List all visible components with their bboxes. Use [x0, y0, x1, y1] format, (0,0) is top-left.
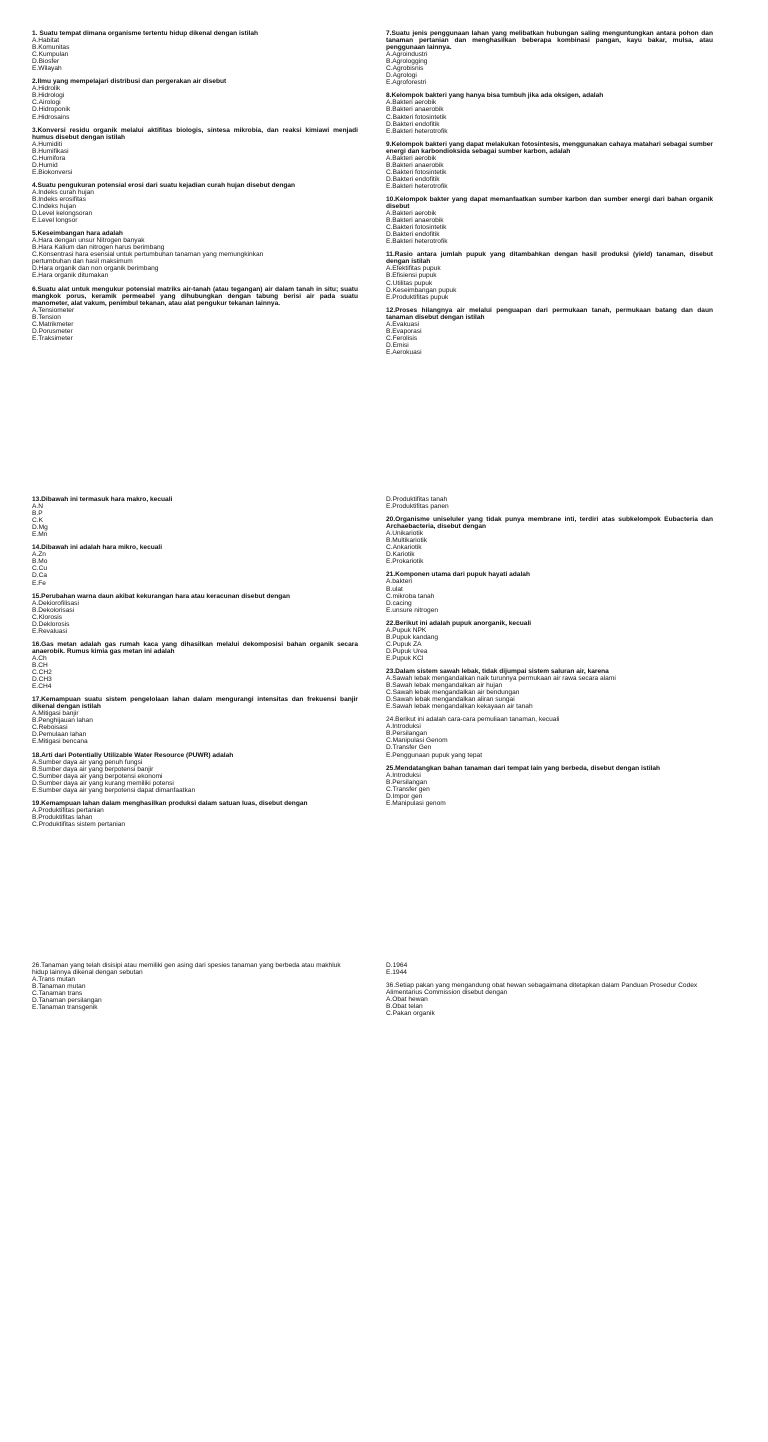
answer-option: C.Agrobisnis [386, 65, 424, 73]
answer-option: B.Indeks erosifitas [32, 195, 86, 203]
question-block [32, 752, 358, 794]
answer-option: B.Evaporasi [386, 327, 422, 335]
answer-option: B.Bakteri anaerobik [386, 161, 444, 169]
answer-option: A.Bakteri aerobik [386, 154, 437, 162]
answer-option: B.Persilangan [386, 778, 428, 786]
answer-option: A.Bakteri aerobik [386, 210, 437, 218]
continued-options [386, 962, 713, 976]
answer-option: B.Hidrologi [32, 92, 65, 100]
question-block [32, 641, 358, 690]
answer-option: D.Hidroponik [32, 106, 71, 114]
answer-option: A.Agroindustri [386, 51, 428, 59]
answer-option: C.Ferolisis [386, 334, 418, 342]
answer-option: C.Kumpulan [32, 51, 69, 59]
answer-option: pertumbuhan dan hasil maksimum [32, 258, 133, 266]
question-block [32, 78, 358, 120]
answer-option: C.Bakteri fotosintetik [386, 168, 447, 176]
question-block [386, 765, 713, 807]
question-text: 16.Gas metan adalah gas rumah kaca yang dihasilkan melalui dekomposisi bahan organik secara anaerobik. Rumus kimia gas metan ini adalah [32, 640, 358, 655]
question-text: 4.Suatu pengukuran potensial erosi dari suatu kejadian curah hujan disebut dengan [32, 181, 296, 189]
answer-option: E.Wilayah [32, 65, 62, 73]
answer-option: E.Prokariotik [386, 558, 424, 566]
question-text: 1. Suatu tempat dimana organisme tertentu hidup dikenal dengan istilah [32, 30, 259, 37]
answer-option: B.Dekolorisasi [32, 606, 75, 614]
answer-option: B.Hara Kalium dan nitrogen harus berimbang [32, 244, 165, 252]
answer-option: D.Transfer Gen [386, 744, 432, 752]
answer-option: C.Ankariotik [386, 544, 422, 552]
answer-option: C.Utilitas pupuk [386, 279, 433, 287]
question-text: 5.Keseimbangan hara adalah [32, 230, 123, 238]
answer-option: A.Indeks curah hujan [32, 188, 94, 196]
question-block [386, 196, 713, 245]
question-text: 22.Berikut ini adalah pupuk anorganik, kecuali [386, 619, 532, 627]
answer-option: D.Deklorosis [32, 620, 70, 628]
question-text: 9.Kelompok bakteri yang dapat melakukan fotosintesis, menggunakan cahaya matahari sebagai sumber energi dan karbondioksida sebagai sumber karbon, adalah [386, 140, 713, 155]
answer-option: A.Produktifitas pertanian [32, 806, 104, 814]
question-text: 6.Suatu alat untuk mengukur potensial matriks air-tanah (atau tegangan) air dalam tanah in situ; suatu mangkok porus, keramik permeabel yang dihubungkan dengan tabung berisi air pada suatu manometer, alat vakum, penimbul tekanan, atau alat pengukur tekanan lainnya. [32, 285, 358, 307]
question-text: 21.Komponen utama dari pupuk hayati adalah [386, 571, 530, 579]
answer-option: E.Revaluasi [32, 627, 68, 635]
question-block [32, 962, 358, 1011]
question-text: 23.Dalam sistem sawah lebak, tidak dijumpai sistem saluran air, karena [386, 667, 609, 675]
question-text: 14.Dibawah ini adalah hara mikro, kecuali [32, 544, 163, 552]
answer-option: D.Bakteri endofitik [386, 175, 440, 183]
answer-option: A.Hidrolik [32, 85, 61, 93]
answer-option: E.Produktifitas pupuk [386, 293, 449, 301]
question-block [32, 496, 358, 538]
answer-option: D.Hara organik dan non organik berimbang [32, 265, 159, 273]
question-block [386, 516, 713, 565]
question-text: 10.Kelompok bakter yang dapat memanfaatkan sumber karbon dan sumber energi dari bahan organik disebut [386, 195, 713, 211]
question-block [386, 716, 713, 758]
answer-option: E.Traksimeter [32, 334, 73, 342]
question-text: 17.Kemampuan suatu sistem pengelolaan lahan dalam mengurangi intensitas dan frekuensi banjir dikenal dengan istilah [32, 696, 358, 711]
answer-option: C.Humifora [32, 154, 66, 162]
answer-option: E.Hidrosains [32, 113, 70, 121]
answer-option: E.Bakteri heterotrofik [386, 127, 448, 135]
answer-option: E.Sumber daya air yang berpotensi dapat dimanfaatkan [32, 786, 196, 794]
question-block [32, 286, 358, 342]
answer-option: C.Sawah lebak mengandalkan air bendungan [386, 689, 520, 697]
answer-option: A.Ch [32, 654, 47, 662]
answer-option: D.Pupuk Urea [386, 647, 428, 655]
answer-option: A.Habitat [32, 37, 60, 45]
question-text: 11.Rasio antara jumlah pupuk yang ditambahkan dengan hasil produksi (yield) tanaman, disebut dengan istilah [386, 251, 713, 266]
answer-option: D.Sawah lebak mengandalkan aliran sungai [386, 696, 515, 704]
answer-option: D.Tanaman persilangan [32, 997, 102, 1005]
page-column [32, 496, 358, 834]
answer-option: E.Hara organik ditumakan [32, 272, 109, 280]
answer-option: E.Bakteri heterotrofik [386, 238, 448, 246]
answer-option: B.Sumber daya air yang berpotensi banjir [32, 765, 154, 773]
answer-option: D.1964 [386, 962, 408, 969]
answer-option: B.Tension [32, 313, 61, 321]
question-text: 26.Tanaman yang telah disisipi atau memiliki gen asing dari spesies tanaman yang berbeda atau makhluk hidup lainnya dikenal dengan sebutan [32, 962, 341, 977]
answer-option: C.Pakan organik [386, 1010, 435, 1018]
answer-option: E.unsure nitrogen [386, 606, 439, 614]
document-page [0, 496, 768, 976]
question-block [386, 982, 713, 1017]
answer-option: A.Pupuk NPK [386, 626, 427, 634]
question-text: 24.Berikut ini adalah cara-cara pemuliaan tanaman, kecuali [386, 716, 560, 724]
answer-option: A.Trans mutan [32, 976, 75, 984]
answer-option: C.Airologi [32, 99, 61, 107]
answer-option: B.ulat [386, 585, 403, 593]
question-text: 36.Setiap pakan yang mengandung obat hewan sebagaimana ditetapkan dalam Panduan Prosedur Codex Alimentarius Commission disebut dengan [386, 982, 698, 997]
answer-option: E.Penggunaan pupuk yang tepat [386, 751, 483, 759]
question-text: 2.Ilmu yang mempelajari distribusi dan pergerakan air disebut [32, 78, 227, 86]
answer-option: B.CH [32, 661, 48, 669]
question-block [386, 251, 713, 300]
answer-option: E.Produktifitas panen [386, 503, 449, 511]
question-block [32, 230, 358, 279]
answer-option: D.Produktifitas tanah [386, 496, 448, 503]
answer-option: A.Sumber daya air yang penuh fungsi [32, 758, 143, 766]
answer-option: B.P [32, 510, 43, 518]
answer-option: E.Agroforestri [386, 79, 427, 87]
answer-option: C.Tanaman trans [32, 990, 83, 998]
answer-option: E.Biokonversi [32, 168, 73, 176]
answer-option: A.Unikariotik [386, 530, 424, 538]
question-block [386, 571, 713, 613]
answer-option: D.Agrologi [386, 72, 417, 80]
answer-option: A.Mitigasi banjir [32, 710, 79, 718]
answer-option: E.Mn [32, 531, 48, 539]
answer-option: C.Transfer gen [386, 785, 430, 793]
answer-option: E.Level longsor [32, 217, 78, 225]
answer-option: A.Bakteri aerobik [386, 99, 437, 107]
answer-option: C.Cu [32, 565, 48, 573]
answer-option: B.Bakteri anaerobik [386, 106, 444, 114]
question-text: 19.Kemampuan lahan dalam menghasilkan produksi dalam satuan luas, disebut dengan [32, 799, 308, 807]
answer-option: C.Reboisasi [32, 724, 68, 732]
question-block [32, 800, 358, 828]
question-block [32, 696, 358, 745]
question-block [386, 620, 713, 662]
answer-option: B.Penghijauan lahan [32, 717, 93, 725]
answer-option: A.Sawah lebak mengandalkan naik turunnya permukaan air rawa secara alami [386, 675, 616, 683]
answer-option: A.Introduksi [386, 723, 421, 731]
answer-option: A.Introduksi [386, 771, 421, 779]
answer-option: D.Ca [32, 572, 48, 580]
document-page [0, 30, 768, 510]
question-text: 12.Proses hilangnya air melalui penguapan dari permukaan tanah, permukaan batang dan daun tanaman disebut dengan istilah [386, 306, 713, 321]
answer-option: A.Evakuasi [386, 320, 419, 328]
answer-option: D.Humid [32, 161, 58, 169]
answer-option: B.Komunitas [32, 44, 70, 52]
page-column [386, 496, 713, 813]
answer-option: E.1944 [386, 969, 407, 977]
answer-option: D.Pemulaan lahan [32, 731, 87, 739]
page-column [32, 962, 358, 1017]
question-block [32, 182, 358, 224]
answer-option: D.cacing [386, 599, 412, 607]
question-text: 13.Dibawah ini termasuk hara makro, kecuali [32, 496, 173, 503]
question-block [386, 307, 713, 356]
question-block [386, 30, 713, 86]
answer-option: C.Matrikmeter [32, 320, 74, 328]
answer-option: E.Sawah lebak mengandalkan kekayaan air tanah [386, 703, 533, 711]
answer-option: C.CH2 [32, 669, 52, 677]
question-block [386, 141, 713, 190]
question-block [32, 127, 358, 176]
page-column [386, 962, 713, 1023]
answer-option: B.Mo [32, 558, 48, 566]
answer-option: B.Tanaman mutan [32, 983, 86, 991]
answer-option: C.Bakteri fotosintetik [386, 224, 447, 232]
answer-option: B.Multikariotik [386, 537, 428, 545]
answer-option: A.Dekiorofilisasi [32, 599, 79, 607]
answer-option: A.Tensiometer [32, 306, 75, 314]
answer-option: C.Indeks hujan [32, 203, 76, 211]
answer-option: B.Efisiensi pupuk [386, 272, 437, 280]
answer-option: D.Sumber daya air yang kurang memiliki potensi [32, 779, 174, 787]
question-block [32, 544, 358, 586]
answer-option: E.Bakteri heterotrofik [386, 182, 448, 190]
question-block [32, 593, 358, 635]
question-text: 25.Mendatangkan bahan tanaman dari tempat lain yang berbeda, disebut dengan istilah [386, 764, 661, 772]
answer-option: A.bakteri [386, 578, 413, 586]
question-block [386, 92, 713, 134]
answer-option: B.Produktifitas lahan [32, 813, 93, 821]
answer-option: C.Klorosis [32, 613, 63, 621]
question-block [386, 668, 713, 710]
question-text: 20.Organisme uniseluler yang tidak punya membrane inti, terdiri atas subkelompok Eubacteria dan Archaebacteria, disebut dengan [386, 516, 713, 531]
answer-option: E.Pupuk KCl [386, 654, 424, 662]
answer-option: A.N [32, 503, 43, 511]
answer-option: A.Hara dengan unsur Nitrogen banyak [32, 237, 145, 245]
answer-option: C.Bakteri fotosintetik [386, 113, 447, 121]
answer-option: B.Agrologging [386, 58, 428, 66]
answer-option: D.Biosfer [32, 58, 60, 66]
answer-option: C.mikroba tanah [386, 592, 435, 600]
answer-option: D.Porusmeter [32, 327, 73, 335]
answer-option: D.Emisi [386, 341, 409, 349]
answer-option: D.Keseimbangan pupuk [386, 286, 457, 294]
answer-option: C.Sumber daya air yang berpotensi ekonomi [32, 772, 163, 780]
answer-option: B.Persilangan [386, 730, 428, 738]
answer-option: B.Bakteri anaerobik [386, 217, 444, 225]
answer-option: D.Level kelongsoran [32, 210, 93, 218]
answer-option: E.Tanaman transgenik [32, 1004, 98, 1012]
answer-option: C.Manipulasi Genom [386, 737, 448, 745]
answer-option: B.Obat telan [386, 1003, 423, 1011]
answer-option: B.Sawah lebak mengandalkan air hujan [386, 682, 503, 690]
answer-option: B.Pupuk kandang [386, 633, 439, 641]
answer-option: E.CH4 [32, 683, 52, 691]
answer-option: A.Efektifitas pupuk [386, 265, 441, 273]
answer-option: C.Produktifitas sistem pertanian [32, 820, 126, 828]
answer-option: D.Bakteri endofitik [386, 120, 440, 128]
question-block [32, 30, 358, 72]
answer-option: E.Mitigasi bencana [32, 738, 88, 746]
answer-option: A.Humiditi [32, 140, 63, 148]
question-text: 3.Konversi residu organik melalui aktifitas biologis, sintesa mikrobia, dan reaksi kimiawi menjadi humus disebut dengan istilah [32, 126, 358, 141]
question-text: 7.Suatu jenis penggunaan lahan yang melibatkan hubungan saling menguntungkan antara pohon dan tanaman pertanian dan menghasilkan beberapa kombinasi pangan, kayu bakar, mulsa, atau penggunaan lainnya. [386, 30, 713, 52]
answer-option: E.Manipulasi genom [386, 799, 446, 807]
answer-option: D.CH3 [32, 676, 52, 684]
question-text: 18.Arti dari Potentially Utilizable Water Resource (PUWR) adalah [32, 751, 234, 759]
question-text: 8.Kelompok bakteri yang hanya bisa tumbuh jika ada oksigen, adalah [386, 92, 604, 100]
answer-option: D.Mg [32, 524, 48, 532]
answer-option: E.Aerokuasi [386, 348, 422, 356]
document-page [0, 962, 768, 1442]
answer-option: C.K [32, 517, 43, 525]
answer-option: E.Fe [32, 579, 46, 587]
answer-option: A.Zn [32, 551, 46, 559]
answer-option: A.Obat hewan [386, 996, 428, 1004]
page-column [386, 30, 713, 362]
answer-option: D.Kariotik [386, 551, 415, 559]
continued-options [386, 496, 713, 510]
answer-option: D.Impor gen [386, 792, 423, 800]
answer-option: C.Pupuk ZA [386, 640, 422, 648]
question-text: 15.Perubahan warna daun akibat kekurangan hara atau keracunan disebut dengan [32, 592, 290, 600]
answer-option: C.Konsentrasi hara esensial untuk pertumbuhan tanaman yang memungkinkan [32, 251, 264, 259]
answer-option: D.Bakteri endofitik [386, 231, 440, 239]
page-column [32, 30, 358, 348]
answer-option: B.Humifikasi [32, 147, 69, 155]
